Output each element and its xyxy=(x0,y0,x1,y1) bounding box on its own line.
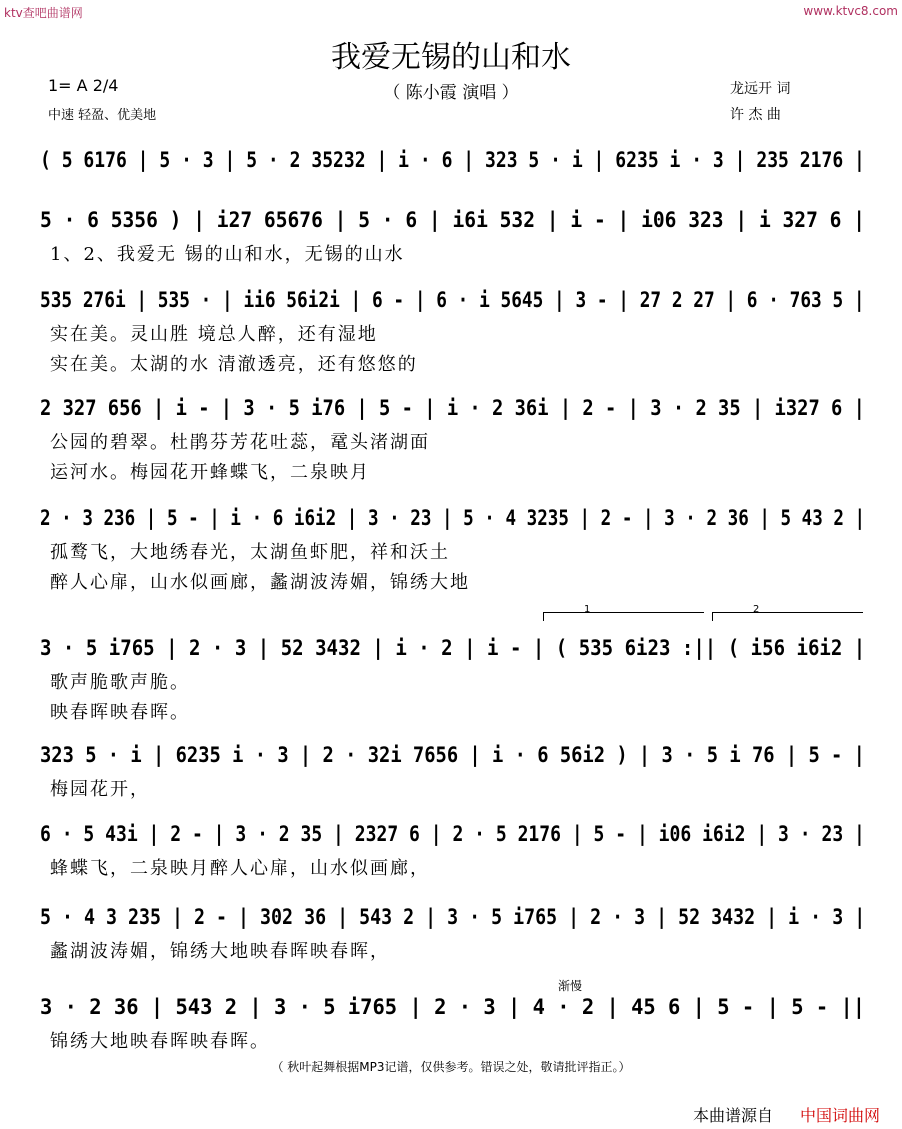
lyric-row: 孤鹜飞，大地绣春光，太湖鱼虾肥，祥和沃土 xyxy=(50,542,450,563)
lyric-row: 1、2、我爱无 锡的山和水，无锡的山水 xyxy=(50,244,405,265)
song-title: 我爱无锡的山和水 xyxy=(331,40,571,75)
notation-row: ( 5 6176 | 5 · 3 | 5 · 2 35232 | i · 6 | 323 5 · i | 6235 i · 3 | 235 2176 | xyxy=(40,148,865,172)
watermark-left: ktv查吧曲谱网 xyxy=(4,6,83,20)
lyricist-credit: 龙远开 词 xyxy=(730,81,791,97)
lyric-row: 公园的碧翠。杜鹃芬芳花吐蕊，鼋头渚湖面 xyxy=(50,432,430,453)
notation-row: 5 · 6 5356 ) | i27 65676 | 5 · 6 | i6i 532 | i - | i06 323 | i 327 6 | xyxy=(40,208,866,232)
lyric-row: 实在美。灵山胜 境总人醉，还有湿地 xyxy=(50,324,378,345)
notation-row: 6 · 5 43i | 2 - | 3 · 2 35 | 2327 6 | 2 · 5 2176 | 5 - | i06 i6i2 | 3 · 23 | xyxy=(40,822,865,846)
lyric-row: 蠡湖波涛媚，锦绣大地映春晖映春晖， xyxy=(50,941,390,962)
notation-row: 3 · 5 i765 | 2 · 3 | 52 3432 | i · 2 | i - | ( 535 6i23 :|| ( i56 i6i2 | xyxy=(40,636,866,660)
notation-row: 3 · 2 36 | 543 2 | 3 · 5 i765 | 2 · 3 | 4 · 2 | 45 6 | 5 - | 5 - || xyxy=(40,995,866,1019)
lyric-row: 实在美。太湖的水 清澈透亮，还有悠悠的 xyxy=(50,354,418,375)
transcriber-note: （ 秋叶起舞根据MP3记谱，仅供参考。错误之处，敬请批评指正。） xyxy=(271,1060,631,1074)
lyric-row: 映春晖映春晖。 xyxy=(50,702,190,723)
tempo-marking: 中速 轻盈、优美地 xyxy=(48,108,157,123)
singer-credit: （ 陈小霞 演唱 ） xyxy=(383,83,519,103)
watermark-right: www.ktvc8.com xyxy=(803,4,898,18)
lyric-row: 醉人心扉，山水似画廊，蠡湖波涛媚，锦绣大地 xyxy=(50,572,470,593)
volta-2-label: 2 xyxy=(753,604,760,615)
volta-2-bracket xyxy=(712,604,863,621)
notation-row: 535 276i | 535 · | ii6 56i2i | 6 - | 6 · i 5645 | 3 - | 27 2 27 | 6 · 763 5 | xyxy=(40,288,865,312)
notation-row: 5 · 4 3 235 | 2 - | 302 36 | 543 2 | 3 · 5 i765 | 2 · 3 | 52 3432 | i · 3 | xyxy=(40,905,866,929)
notation-row: 323 5 · i | 6235 i · 3 | 2 · 32i 7656 | i · 6 56i2 ) | 3 · 5 i 76 | 5 - | xyxy=(40,743,865,767)
source-label: 本曲谱源自 xyxy=(693,1106,774,1125)
lyric-row: 歌声脆歌声脆。 xyxy=(50,672,190,693)
lyric-row: 蜂蝶飞，二泉映月醉人心扉，山水似画廊， xyxy=(50,858,430,879)
notation-row: 2 · 3 236 | 5 - | i · 6 i6i2 | 3 · 23 | 5 · 4 3235 | 2 - | 3 · 2 36 | 5 43 2 | xyxy=(40,506,866,530)
key-signature: 1= A 2/4 xyxy=(48,76,119,95)
lyric-row: 运河水。梅园花开蜂蝶飞，二泉映月 xyxy=(50,462,370,483)
volta-1-bracket xyxy=(543,604,704,621)
lyric-row: 梅园花开， xyxy=(50,779,150,800)
volta-1-label: 1 xyxy=(584,604,591,615)
source-site: 中国词曲网 xyxy=(800,1106,881,1125)
lyric-row: 锦绣大地映春晖映春晖。 xyxy=(50,1031,270,1052)
notation-row: 2 327 656 | i - | 3 · 5 i76 | 5 - | i · 2 36i | 2 - | 3 · 2 35 | i327 6 | xyxy=(40,396,865,420)
ritardando-mark: 渐慢 xyxy=(558,979,583,993)
composer-credit: 许 杰 曲 xyxy=(730,107,781,123)
